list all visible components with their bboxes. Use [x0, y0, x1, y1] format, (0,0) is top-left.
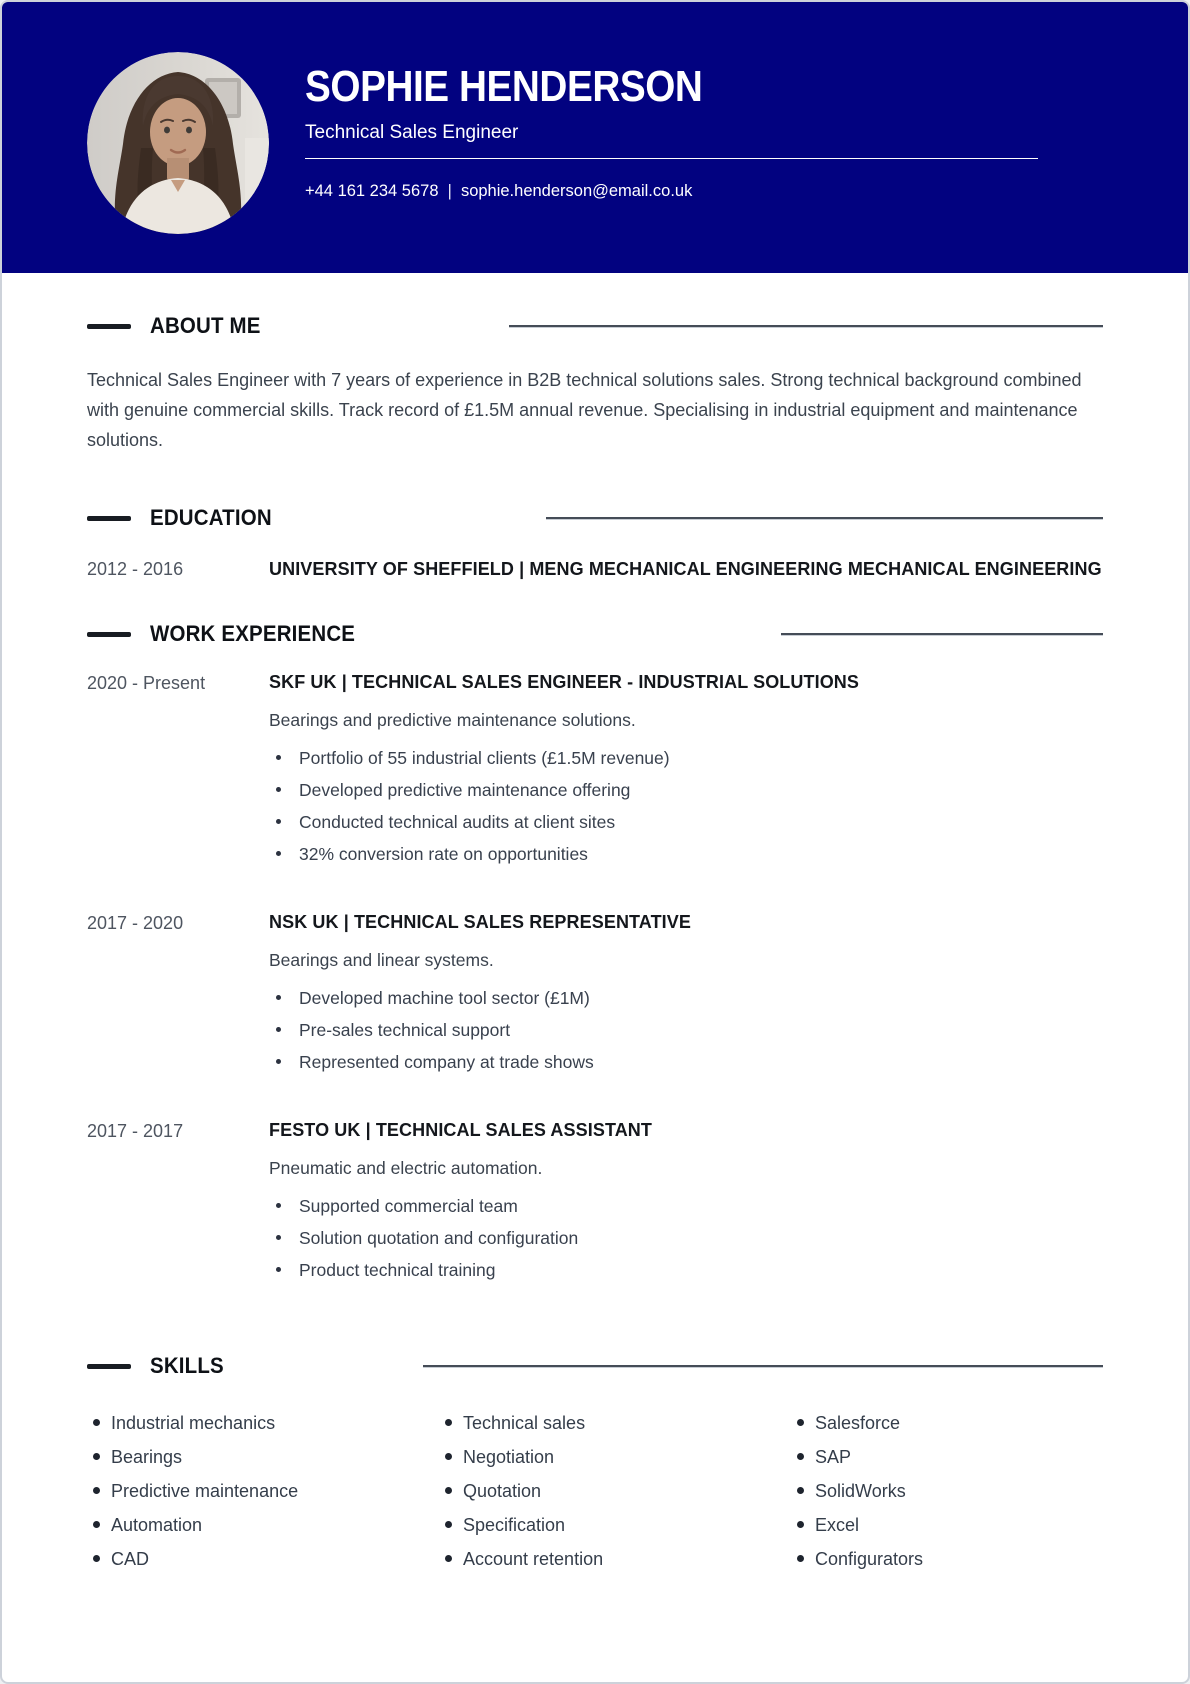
- job-bullet-item: Developed predictive maintenance offering: [269, 779, 1103, 801]
- job-period: 2017 - 2017: [87, 1121, 184, 1141]
- section-work-experience: [87, 621, 1103, 1291]
- skills-heading-row: [87, 1353, 1103, 1379]
- skill-label: Technical sales: [463, 1413, 586, 1433]
- skills-column: [87, 1411, 439, 1581]
- skill-item: [87, 1411, 439, 1435]
- heading-rule: [423, 1365, 1103, 1368]
- skill-item: [87, 1513, 439, 1537]
- skill-label: Automation: [111, 1515, 203, 1535]
- section-about: [87, 313, 1103, 455]
- job-bullet-item: Developed machine tool sector (£1M): [269, 987, 1103, 1009]
- job-title: Technical Sales Engineer: [305, 122, 519, 143]
- heading-rule: [781, 633, 1103, 636]
- skill-label: Negotiation: [463, 1447, 555, 1467]
- skill-bullet-icon: [445, 1487, 452, 1494]
- job-entry: [87, 1118, 1103, 1291]
- work-heading: WORK EXPERIENCE: [150, 621, 356, 646]
- skill-bullet-icon: [797, 1487, 804, 1494]
- education-entry-body: [269, 556, 1103, 582]
- job-bullet-list: [269, 987, 1103, 1073]
- skill-bullet-icon: [797, 1521, 804, 1528]
- contact-line: [305, 181, 692, 201]
- skill-bullet-icon: [93, 1453, 100, 1460]
- heading-dash: [87, 324, 131, 329]
- education-heading-row: [87, 505, 1103, 531]
- job-bullet-list: [269, 747, 1103, 865]
- section-skills: [87, 1353, 1103, 1581]
- skill-item: [791, 1547, 1103, 1571]
- skill-item: [439, 1513, 791, 1537]
- skill-bullet-icon: [93, 1521, 100, 1528]
- name: SOPHIE HENDERSON: [305, 62, 703, 111]
- skill-item: [791, 1445, 1103, 1469]
- skill-item: [439, 1479, 791, 1503]
- section-education: [87, 505, 1103, 582]
- education-heading: EDUCATION: [150, 505, 272, 530]
- work-heading-row: [87, 621, 1103, 647]
- skill-label: Industrial mechanics: [111, 1413, 276, 1433]
- skill-bullet-icon: [797, 1453, 804, 1460]
- skill-bullet-icon: [445, 1521, 452, 1528]
- email-address: sophie.henderson@email.co.uk: [460, 181, 693, 200]
- education-title: UNIVERSITY OF SHEFFIELD | MENG MECHANICAL ENGINEERING MECHANICAL ENGINEERING: [269, 559, 1102, 579]
- skill-label: Account retention: [463, 1549, 604, 1569]
- cv-header: [2, 2, 1188, 273]
- job-list: [87, 670, 1103, 1291]
- skill-label: SAP: [815, 1447, 852, 1467]
- skills-grid: [87, 1411, 1103, 1581]
- job-title-line: NSK UK | TECHNICAL SALES REPRESENTATIVE: [269, 912, 691, 932]
- skill-item: [439, 1411, 791, 1435]
- skill-label: Excel: [815, 1515, 860, 1535]
- skill-item: [439, 1445, 791, 1469]
- job-entry: [87, 670, 1103, 875]
- job-bullet-item: Pre-sales technical support: [269, 1019, 1103, 1041]
- skill-item: [791, 1513, 1103, 1537]
- skill-item: [791, 1411, 1103, 1435]
- skill-bullet-icon: [93, 1555, 100, 1562]
- phone-number: +44 161 234 5678: [305, 181, 439, 200]
- education-list: [87, 556, 1103, 582]
- job-summary: Bearings and linear systems.: [269, 950, 494, 970]
- skill-item: [791, 1479, 1103, 1503]
- job-entry-body: [269, 1118, 1103, 1291]
- skill-bullet-icon: [797, 1555, 804, 1562]
- skill-label: Bearings: [111, 1447, 183, 1467]
- skill-label: Specification: [463, 1515, 566, 1535]
- about-heading: ABOUT ME: [150, 313, 261, 338]
- job-title-line: SKF UK | TECHNICAL SALES ENGINEER - INDUSTRIAL SOLUTIONS: [269, 672, 860, 692]
- heading-rule: [509, 325, 1103, 328]
- skill-label: SolidWorks: [815, 1481, 906, 1501]
- job-bullet-list: [269, 1195, 1103, 1281]
- education-period: 2012 - 2016: [87, 559, 184, 579]
- job-entry: [87, 910, 1103, 1083]
- skills-heading: SKILLS: [150, 1353, 224, 1378]
- education-entry: [87, 556, 1103, 582]
- job-bullet-item: Solution quotation and configuration: [269, 1227, 1103, 1249]
- job-entry-body: [269, 670, 1103, 875]
- skill-bullet-icon: [797, 1419, 804, 1426]
- job-bullet-item: Portfolio of 55 industrial clients (£1.5M revenue): [269, 747, 1103, 769]
- job-period: 2017 - 2020: [87, 913, 184, 933]
- skill-item: [439, 1547, 791, 1571]
- skills-column: [439, 1411, 791, 1581]
- profile-photo: [87, 52, 269, 234]
- skill-label: Salesforce: [815, 1413, 901, 1433]
- about-heading-row: [87, 313, 1103, 339]
- skill-item: [87, 1445, 439, 1469]
- job-bullet-item: 32% conversion rate on opportunities: [269, 843, 1103, 865]
- job-entry-body: [269, 910, 1103, 1083]
- job-summary: Bearings and predictive maintenance solutions.: [269, 710, 636, 730]
- job-period: 2020 - Present: [87, 673, 206, 693]
- job-summary: Pneumatic and electric automation.: [269, 1158, 543, 1178]
- skill-bullet-icon: [445, 1555, 452, 1562]
- heading-dash: [87, 516, 131, 521]
- skill-bullet-icon: [445, 1419, 452, 1426]
- skill-item: [87, 1547, 439, 1571]
- skill-bullet-icon: [445, 1453, 452, 1460]
- skill-label: Predictive maintenance: [111, 1481, 299, 1501]
- about-text: Technical Sales Engineer with 7 years of experience in B2B technical solutions sales. Strong technical background combined with genuine commercial skills. Track record of £1.5M annual revenue. Specialising in industrial equipment and maintenance solutions.: [87, 370, 1082, 450]
- skill-item: [87, 1479, 439, 1503]
- profile-photo-illustration: [87, 52, 269, 234]
- job-bullet-item: Product technical training: [269, 1259, 1103, 1281]
- skill-bullet-icon: [93, 1487, 100, 1494]
- skill-label: CAD: [111, 1549, 150, 1569]
- job-bullet-item: Supported commercial team: [269, 1195, 1103, 1217]
- skill-label: Configurators: [815, 1549, 924, 1569]
- skill-label: Quotation: [463, 1481, 542, 1501]
- skills-column: [791, 1411, 1103, 1581]
- header-divider: [305, 158, 1038, 159]
- heading-rule: [546, 517, 1103, 520]
- job-bullet-item: Conducted technical audits at client sites: [269, 811, 1103, 833]
- contact-separator: |: [447, 181, 452, 200]
- cv-body: [2, 273, 1188, 1581]
- heading-dash: [87, 632, 131, 637]
- skill-bullet-icon: [93, 1419, 100, 1426]
- job-bullet-item: Represented company at trade shows: [269, 1051, 1103, 1073]
- job-title-line: FESTO UK | TECHNICAL SALES ASSISTANT: [269, 1120, 652, 1140]
- heading-dash: [87, 1364, 131, 1369]
